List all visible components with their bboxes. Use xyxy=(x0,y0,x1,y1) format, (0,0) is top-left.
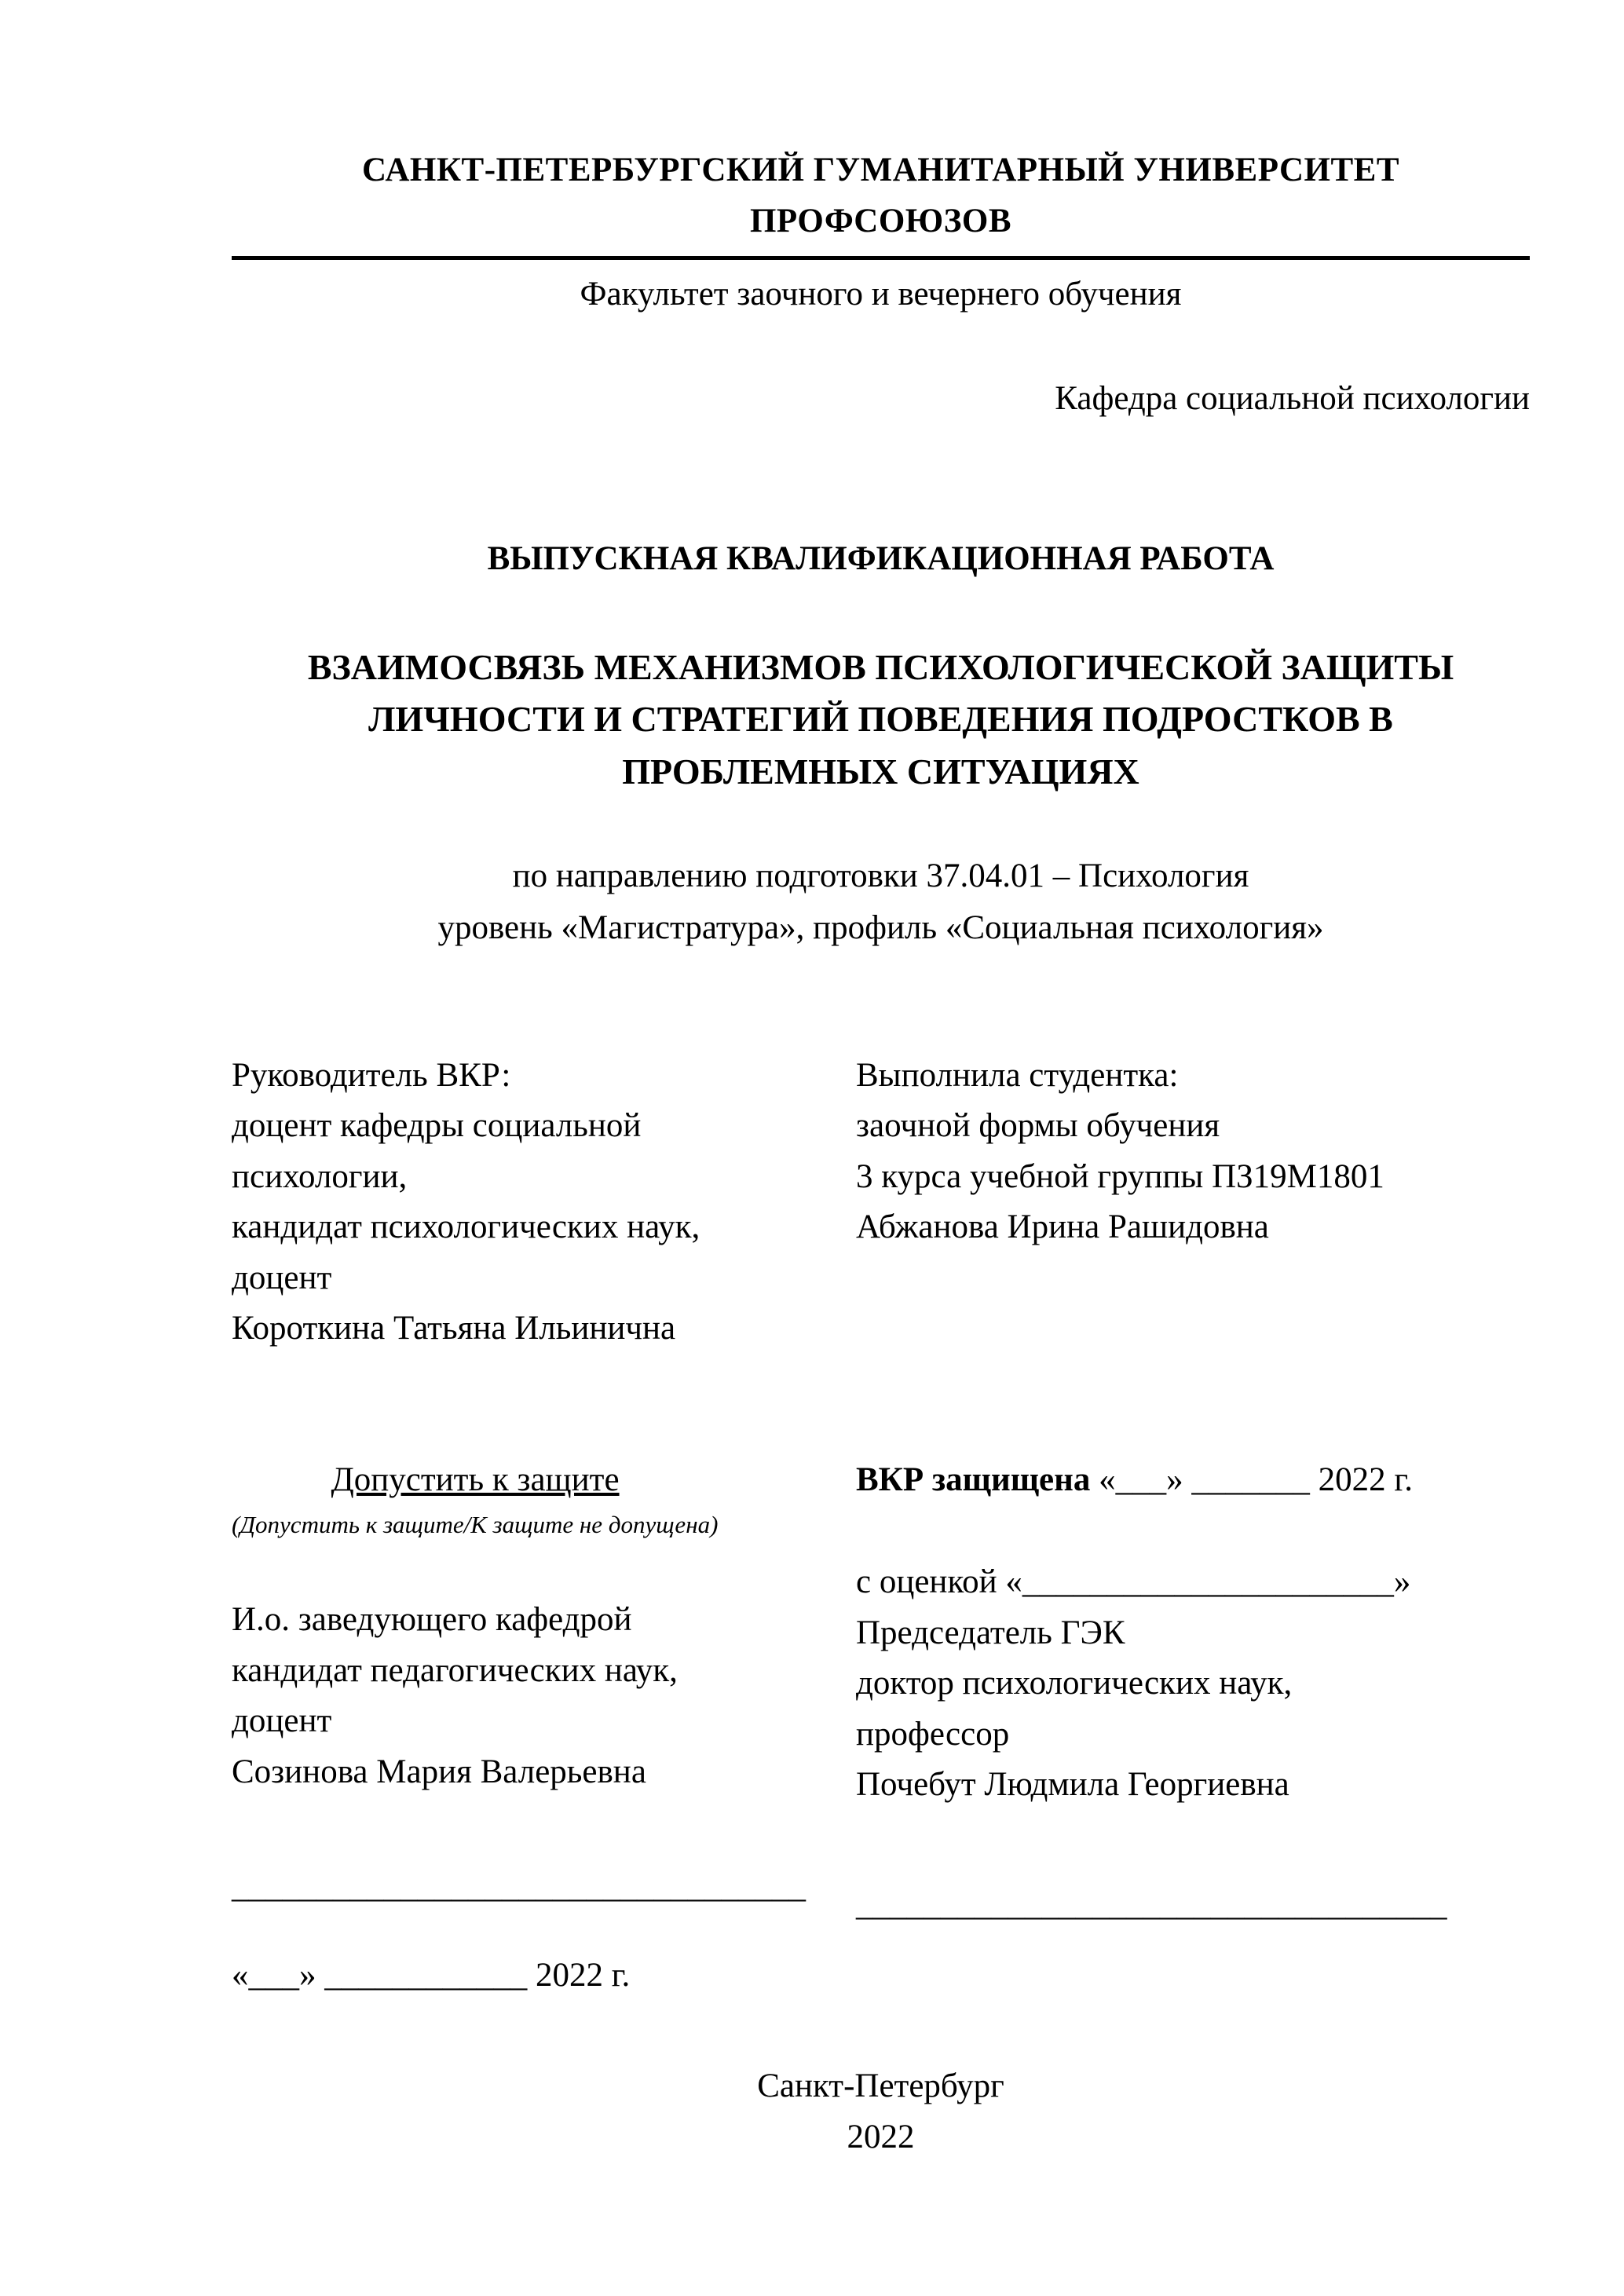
department-name: Кафедра социальной психологии xyxy=(1055,379,1530,417)
defense-chair-name: Почебут Людмила Георгиевна xyxy=(856,1766,1289,1804)
footer-year: 2022 xyxy=(847,2118,915,2155)
approval-lines xyxy=(232,1595,856,1797)
defense-line: доктор психологических наук, xyxy=(856,1665,1293,1702)
supervisor-name: Короткина Татьяна Ильинична xyxy=(232,1310,676,1347)
approval-line: кандидат педагогических наук, xyxy=(232,1651,678,1689)
defense-signature-line: ___________________________________ xyxy=(856,1885,1447,1923)
defense-grade-line: с оценкой «______________________» xyxy=(856,1563,1411,1601)
supervisor-block xyxy=(232,1051,856,1355)
defense-line: профессор xyxy=(856,1715,1010,1753)
university-name: САНКТ-ПЕТЕРБУРГСКИЙ ГУМАНИТАРНЫЙ УНИВЕРСИТЕТ ПРОФСОЮЗОВ xyxy=(232,145,1530,260)
supervisor-line: психологии, xyxy=(232,1157,408,1195)
student-block xyxy=(856,1051,1530,1355)
direction-block xyxy=(232,850,1530,955)
approval-title: Допустить к защите xyxy=(331,1461,620,1498)
supervisor-line: доцент xyxy=(232,1259,332,1296)
defense-label-bold: ВКР защищена xyxy=(856,1461,1091,1498)
level-line: уровень «Магистратура», профиль «Социальная психология» xyxy=(437,909,1324,947)
approval-subtitle: (Допустить к защите/К защите не допущена) xyxy=(232,1511,719,1539)
footer xyxy=(232,2061,1530,2163)
student-line: заочной формы обучения xyxy=(856,1107,1220,1145)
supervisor-line: доцент кафедры социальной xyxy=(232,1107,642,1145)
approval-defense-columns xyxy=(232,1455,1530,2001)
approval-line: доцент xyxy=(232,1702,332,1740)
supervisor-label: Руководитель ВКР: xyxy=(232,1056,511,1094)
work-title: ВЗАИМОСВЯЗЬ МЕХАНИЗМОВ ПСИХОЛОГИЧЕСКОЙ ЗАЩИТЫ ЛИЧНОСТИ И СТРАТЕГИЙ ПОВЕДЕНИЯ ПОДРОСТКОВ В ПРОБЛЕМНЫХ СИТУАЦИЯХ xyxy=(307,646,1454,792)
people-columns xyxy=(232,1051,1530,1355)
student-line: 3 курса учебной группы ПЗ19М1801 xyxy=(856,1157,1384,1195)
defense-head xyxy=(856,1455,1530,1506)
defense-label-rest: «___» _______ 2022 г. xyxy=(1090,1461,1413,1498)
approval-line: И.о. заведующего кафедрой xyxy=(232,1601,632,1639)
defense-line: Председатель ГЭК xyxy=(856,1614,1125,1651)
supervisor-line: кандидат психологических наук, xyxy=(232,1208,700,1246)
direction-line: по направлению подготовки 37.04.01 – Психология xyxy=(512,857,1249,894)
approval-signature-line: __________________________________ xyxy=(232,1868,806,1906)
approval-block xyxy=(232,1455,856,2001)
faculty-name: Факультет заочного и вечернего обучения xyxy=(580,276,1182,313)
student-label: Выполнила студентка: xyxy=(856,1056,1179,1094)
work-type-heading: ВЫПУСКНАЯ КВАЛИФИКАЦИОННАЯ РАБОТА xyxy=(487,540,1275,577)
defense-block xyxy=(856,1455,1530,2001)
student-name: Абжанова Ирина Рашидовна xyxy=(856,1208,1269,1246)
approval-signer-name: Созинова Мария Валерьевна xyxy=(232,1753,646,1790)
footer-city: Санкт-Петербург xyxy=(757,2067,1004,2104)
approval-date-line: «___» ____________ 2022 г. xyxy=(232,1956,631,1994)
